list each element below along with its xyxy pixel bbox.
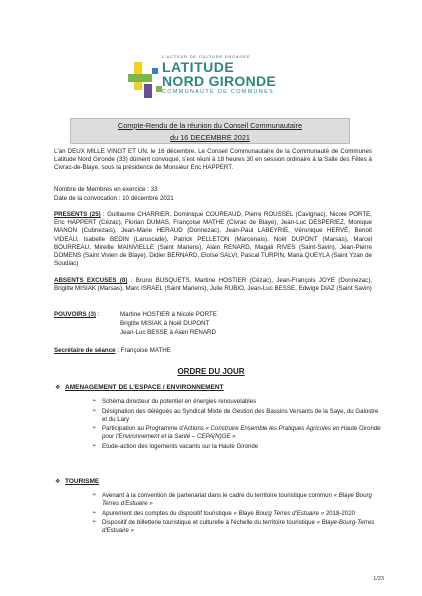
list-item: ➢ Dispositif de billetterie touristique et culturelle à l'échelle du territoire touristique « Blaye-Bourg-Terres d'Estuaire »: [92, 519, 375, 535]
intro-paragraph: L'an DEUX MILLE VINGT ET UN, le 16 décembre, Le Conseil Communautaire de la Communauté de Communes Latitude Nord Gironde (33) dûment convoqué, s'est réuni à 18 heures 30 en session ordinaire à la Salle des Fêtes à Civrac-de-Blaye, sous la présidence de Monsieur Eric HAPPERT.: [54, 148, 372, 172]
absents-text: : Bruno BUSQUETS, Martine HOSTIER (Cézac), Jean-François JOYE (Donnezac), Brigitte MISIAK (Marsas), Marc ISRAEL (Saint Mariens), Julie RUBIO, Jean-Luc BESSE, Edwige DIAZ (Saint Savin): [54, 277, 373, 293]
arrow-bullet-icon: ➢: [92, 509, 97, 516]
arrow-bullet-icon: ➢: [92, 492, 97, 498]
logo-line-3: COMMUNAUTÉ DE COMMUNES: [162, 89, 275, 95]
presents-text: : Guillaume CHARRIER, Dominique COUREAUD, Pierre ROUSSEL (Cavignac), Nicole PORTE, Eric HAPPERT (Cézac), Florian DUMAS, Françoise MATHE (Civrac de Blaye), Jean-Luc DESPERIEZ, Monique MANON (Cubnezais), Jean-Marie HERAUD (Donnezac), Jean-Paul LABEYRIE, Véronique HERVÉ, Benoit VIDEAU, Isabelle BEDIN (Laruscade), Patrick PELLETON (Marcenais), Noël DUPONT (Marsas), Marcel BOURREAU, Mireille MAINVIELLE (Saint Mariens), Alain RENARD, Magali RIVES (Saint-Savin), Jean-Pierre DOMENS (Saint Vivien de Blaye), Didier BERNARD, Eloïse SALVI, Pascal TURPIN, Maria QUEYLA (Saint Yzan de Soudiac): [54, 211, 373, 268]
secretaire-text: : Françoise MATHE: [115, 347, 171, 354]
ordre-du-jour-heading: ORDRE DU JOUR: [177, 367, 245, 376]
section-title: TOURISME: [65, 478, 100, 485]
presents-label: PRESENTS (25): [54, 211, 101, 218]
arrow-bullet-icon: ➢: [92, 519, 97, 526]
logo-line-1: LATITUDE: [162, 59, 235, 75]
arrow-bullet-icon: ➢: [92, 398, 97, 404]
members-count: Nombre de Membres en exercice : 33: [54, 186, 158, 193]
list-item: ➢ Désignation des délégués au Syndicat Mixte de Gestion des Bassins Versants de la Saye, du Galostre et du Lary: [92, 407, 379, 423]
section-heading-amenagement: [55, 384, 224, 391]
section-heading-tourisme: [55, 478, 99, 485]
list-item: ➢ Apurement des comptes du dispositif touristique « Blaye Bourg Terres d'Estuaire » 2018-2020: [92, 509, 355, 517]
logo-tagline: L'ACTEUR DE CULTURE ENGAGÉE: [162, 54, 251, 59]
page-number: 1/23: [373, 576, 384, 582]
arrow-bullet-icon: ➢: [92, 425, 97, 432]
presents-paragraph: [54, 211, 372, 268]
pouvoir-item: Brigitte MISIAK à Noël DUPONT: [120, 320, 210, 327]
list-item: ➢ Etude-action des logements vacants sur la Haute Gironde: [92, 442, 259, 450]
title-line-1: Compte-Rendu de la réunion du Conseil Communautaire: [117, 121, 303, 130]
pouvoir-item: Jean-Luc BESSE à Alain RENARD: [120, 329, 216, 336]
arrow-bullet-icon: ➢: [92, 407, 97, 414]
pouvoirs-heading: [54, 311, 99, 319]
title-line-2: du 16 DECEMBRE 2021: [170, 133, 250, 142]
list-item: ➢ Schéma directeur du potentiel en énergies renouvelables: [92, 398, 257, 405]
convocation-date: Date de la convocation : 10 décembre 2021: [54, 195, 174, 202]
section-items-amenagement: [92, 398, 382, 451]
logo-line-2: NORD GIRONDE: [162, 73, 277, 89]
diamond-bullet-icon: ❖: [55, 479, 61, 485]
section-items-tourisme: [92, 492, 382, 535]
arrow-bullet-icon: ➢: [92, 442, 97, 449]
list-item: ➢ Avenant à la convention de partenariat dans le cadre du territoire touristique commun « Blaye Bourg Terres d'Estuaire »: [92, 492, 372, 507]
section-title: AMENAGEMENT DE L'ESPACE / ENVIRONNEMENT: [65, 384, 224, 391]
list-item: ➢ Participation au Programme d'Actions « Construire Ensemble les Pratiques Agricoles en Haute Gironde pour l'Environnement et la Santé – CEPA(N)GE »: [92, 425, 381, 441]
latitude-nord-gironde-logo: [128, 54, 303, 106]
logo-mark-icon: [128, 60, 164, 100]
document-title: [70, 118, 350, 144]
pouvoir-item: Martine HOSTIER à Nicole PORTE: [120, 311, 217, 318]
secretaire-line: [54, 347, 171, 355]
diamond-bullet-icon: ❖: [55, 385, 61, 391]
secretaire-label: Secrétaire de séance: [54, 347, 116, 354]
absents-paragraph: [54, 277, 372, 293]
absents-label: ABSENTS EXCUSES (8): [54, 277, 128, 284]
pouvoirs-label: POUVOIRS (3): [54, 311, 96, 318]
pouvoirs-sep: :: [95, 311, 100, 318]
